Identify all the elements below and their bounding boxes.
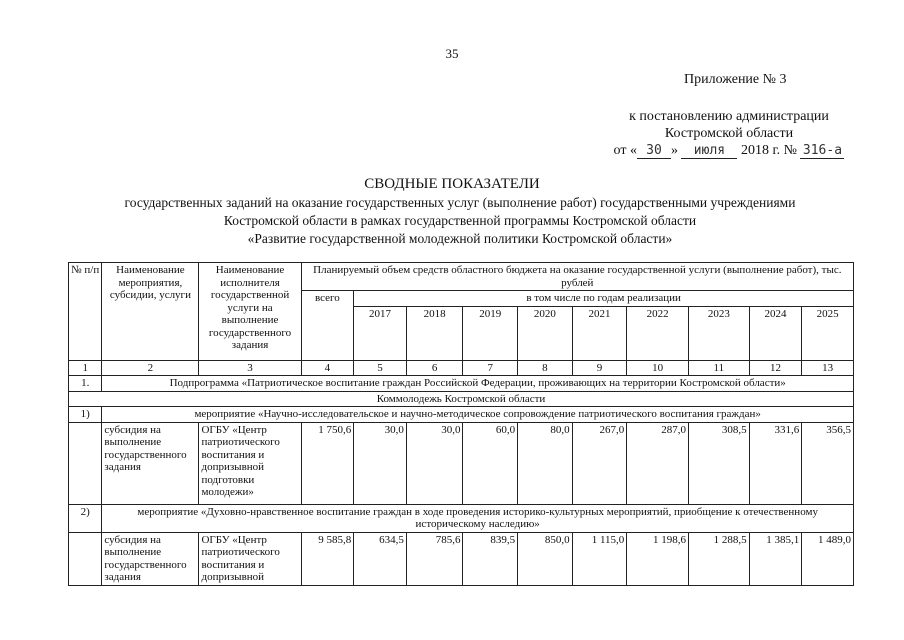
row-value: 331,6 [749,422,802,504]
measure-title: мероприятие «Духовно-нравственное воспитание граждан в ходе проведения историко-культурных мероприятий, приобщение к отечественному историческому наследию» [102,504,854,532]
page-number: 35 [445,46,459,61]
column-number: 13 [802,360,854,376]
column-number-row [69,360,854,376]
decree-line-1: к постановлению администрации [629,109,829,124]
column-number: 12 [749,360,802,376]
header-year: 2022 [627,306,689,360]
row-value: 80,0 [518,422,573,504]
row-value: 267,0 [572,422,627,504]
header-row-1 [69,263,854,291]
row-value: 1 288,5 [688,532,749,585]
row-value: 60,0 [463,422,518,504]
column-number: 6 [406,360,463,376]
subprogram-row [69,376,854,392]
row-value: 839,5 [463,532,518,585]
header-year: 2020 [518,306,573,360]
subtitle-line-3: «Развитие государственной молодежной политики Костромской области» [247,231,673,246]
measure-num: 1) [69,407,102,423]
indicators-table [68,262,854,586]
row-num-empty [69,532,102,585]
table-row [69,532,854,585]
header-year: 2018 [406,306,463,360]
measure-row [69,407,854,423]
row-value: 634,5 [354,532,407,585]
decree-quote-close: » [670,143,678,158]
subtitle-line-1: государственных заданий на оказание государственных услуг (выполнение работ) государственными учреждениями [124,195,796,210]
row-value: 30,0 [354,422,407,504]
appendix-label: Приложение № 3 [684,72,787,87]
header-year: 2021 [572,306,627,360]
agency-name: Коммолодежь Костромской области [69,391,854,407]
column-number: 9 [572,360,627,376]
column-number: 2 [102,360,199,376]
row-value: 850,0 [518,532,573,585]
header-by-years: в том числе по годам реализации [354,291,854,307]
row-executor: ОГБУ «Центр патриотического воспитания и допризывной подготовки молодежи» [199,422,301,504]
document-subtitle [60,194,860,248]
agency-row [69,391,854,407]
header-num: № п/п [69,263,102,361]
row-total: 1 750,6 [301,422,354,504]
header-executor: Наименование исполнителя государственной услуги на выполнение государственного задания [199,263,301,361]
column-number: 8 [518,360,573,376]
row-num-empty [69,422,102,504]
row-value: 30,0 [406,422,463,504]
decree-prefix: от « [613,143,637,158]
column-number: 4 [301,360,354,376]
document-title: СВОДНЫЕ ПОКАЗАТЕЛИ [364,176,540,192]
measure-title: мероприятие «Научно-исследовательское и научно-методическое сопровождение патриотического воспитания граждан» [102,407,854,423]
row-executor: ОГБУ «Центр патриотического воспитания и допризывной [199,532,301,585]
subtitle-line-2: Костромской области в рамках государственной программы Костромской области [223,213,697,228]
column-number: 1 [69,360,102,376]
row-name: субсидия на выполнение государственного задания [102,532,199,585]
measure-num: 2) [69,504,102,532]
row-value: 1 115,0 [572,532,627,585]
header-name: Наименование мероприятия, субсидии, услуги [102,263,199,361]
header-total: всего [301,291,354,361]
header-planned: Планируемый объем средств областного бюджета на оказание государственной услуги (выполнение работ), тыс. рублей [301,263,853,291]
row-value: 356,5 [802,422,854,504]
decree-line-2: Костромской области [664,126,794,141]
header-year: 2017 [354,306,407,360]
table-row [69,422,854,504]
decree-reference [600,108,858,159]
row-value: 1 385,1 [749,532,802,585]
column-number: 5 [354,360,407,376]
header-year: 2023 [688,306,749,360]
decree-date-line [600,142,858,159]
column-number: 7 [463,360,518,376]
measure-row [69,504,854,532]
row-total: 9 585,8 [301,532,354,585]
row-value: 287,0 [627,422,689,504]
header-year: 2024 [749,306,802,360]
column-number: 10 [627,360,689,376]
row-value: 308,5 [688,422,749,504]
column-number: 3 [199,360,301,376]
decree-number: 316-а [800,144,844,159]
decree-month: июля [681,144,737,159]
row-value: 785,6 [406,532,463,585]
decree-year: 2018 г. № [740,143,797,158]
header-year: 2025 [802,306,854,360]
row-value: 1 489,0 [802,532,854,585]
subprogram-title: Подпрограмма «Патриотическое воспитание граждан Российской Федерации, проживающих на территории Костромской области» [102,376,854,392]
header-year: 2019 [463,306,518,360]
subprogram-num: 1. [69,376,102,392]
column-number: 11 [688,360,749,376]
row-value: 1 198,6 [627,532,689,585]
decree-day: 30 [637,144,671,159]
row-name: субсидия на выполнение государственного задания [102,422,199,504]
